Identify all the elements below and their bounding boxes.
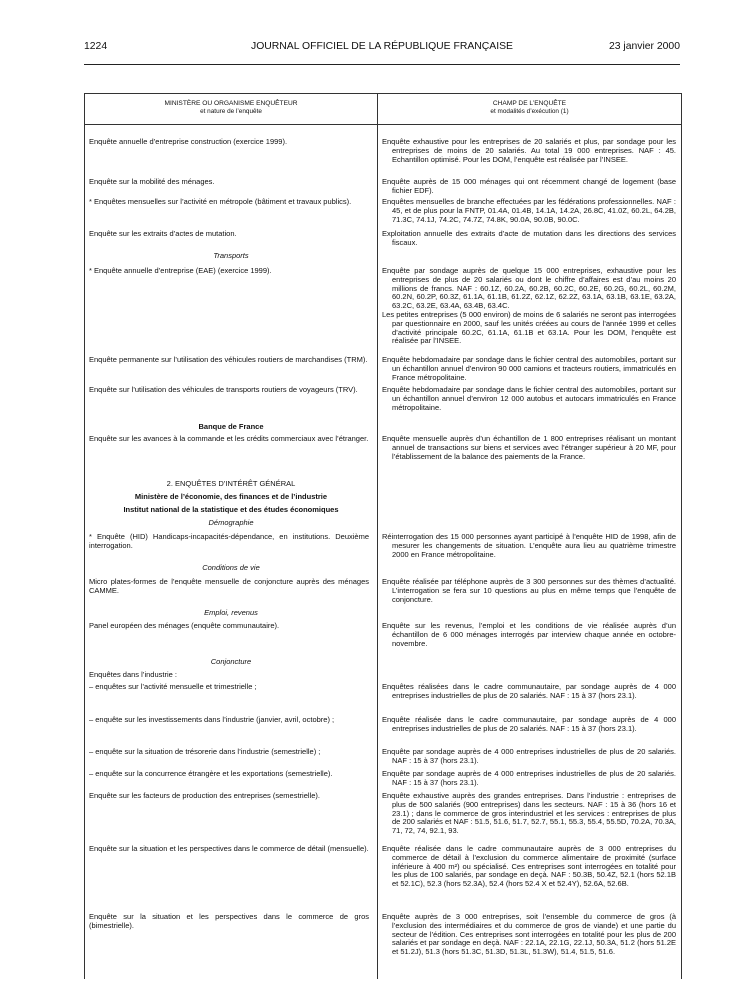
row-left: * Enquête (HID) Handicaps-incapacités-dépendance, en institutions. Deuxième interrogation. [89,532,369,550]
row-left: Enquête sur la situation et les perspectives dans le commerce de détail (mensuelle). [89,844,369,853]
row-right [382,356,676,382]
row-right [382,267,676,311]
row-right-text: Enquête sur les revenus, l’emploi et les conditions de vie réalisée auprès d’un échantillon de 6 000 ménages interrogés par interview chaque année en octobre-novembre. [382,621,676,648]
section-emploi-revenus: Emploi, revenus [204,608,258,617]
col2-header [378,100,681,117]
row-left: Micro plates-formes de l’enquête mensuelle de conjoncture auprès des ménages CAMME. [89,577,369,595]
row-left: Enquête permanente sur l’utilisation des véhicules routiers de marchandises (TRM). [89,355,368,364]
section-banque-de-france: Banque de France [198,422,264,431]
column-divider [377,94,378,979]
row-right [382,748,676,766]
row-right-text: Enquêtes mensuelles de branche effectuées par les fédérations professionnelles. NAF : 45, et de plus pour la FNTP, 01.4A, 01.4B, 14.1A, 14.2A, 26.8C, 41.0Z, 60.2L, 64.2B, 71.3C, 74.1J, 74.2C, 74.7Z, 74.8K, 90.0A, 90.0B, 90.0C. [382,197,676,224]
row-left: Enquête sur les extraits d’actes de mutation. [89,229,237,238]
row-right [382,138,676,164]
row-right [382,178,676,196]
row-right [382,578,676,604]
row-right-text: Enquêtes réalisées dans le cadre communautaire, par sondage auprès de 4 000 entreprises industrielles de plus de 20 salariés. NAF : 15 à 37 (hors 23.1). [382,682,676,700]
col1-title: MINISTÈRE OU ORGANISME ENQUÊTEUR [164,100,298,107]
row-right [382,792,676,836]
survey-table [84,93,682,979]
row-left: Enquêtes dans l’industrie : [89,670,177,679]
row-left: Panel européen des ménages (enquête communautaire). [89,621,280,630]
row-right [382,913,676,957]
section-conjoncture: Conjoncture [210,657,252,666]
row-left: – enquête sur la situation de trésorerie dans l’industrie (semestrielle) ; [89,747,321,756]
section-part-2: 2. ENQUÊTES D’INTÉRÊT GÉNÉRAL [166,479,296,488]
row-right-text: Enquête exhaustive pour les entreprises de 20 salariés et plus, par sondage pour les entreprises de moins de 20 salariés. Au total 19 000 entreprises. NAF : 45. Echantillon optimisé. Pour les DOM, l’enquête est réalisée par l’INSEE. [382,137,676,164]
page-number: 1224 [84,41,108,52]
row-left: – enquêtes sur l’activité mensuelle et trimestrielle ; [89,682,257,691]
row-right [382,533,676,559]
col2-subtitle: et modalités d’exécution (1) [490,108,569,116]
row-left: Enquête sur la situation et les perspectives dans le commerce de gros (bimestrielle). [89,912,369,930]
row-left: – enquête sur les investissements dans l’industrie (janvier, avril, octobre) ; [89,715,335,724]
row-right-text: Enquête par sondage auprès de 4 000 entreprises industrielles de plus de 20 salariés. NAF : 15 à 37 (hors 23.1). [382,747,676,765]
row-right-text: Enquête auprès de 3 000 entreprises, soit l’ensemble du commerce de gros (à l’exclusion des intermédiaires et du commerce de gros de viande) et une partie du secteur de l’édition. Ces entreprises sont interrogées en totalité pour les plus de 200 salariés et par sondage en deçà. NAF : 22.1A, 22.1G, 22.1J, 50.3A, 51.2 (hors 51.2E et 51.2J), 51.3 (hors 51.3C, 51.3D, 51.3L, 51.3W), 51.4, 51.5, 51.6. [382,912,676,957]
section-ministere: Ministère de l’économie, des finances et de l’industrie [134,492,328,501]
row-right-text: Enquête par sondage auprès de 4 000 entreprises industrielles de plus de 20 salariés. NAF : 15 à 37 (hors 23.1). [382,769,676,787]
row-left: Enquête annuelle d’entreprise construction (exercice 1999). [89,137,288,146]
row-right [382,386,676,412]
row-right [382,311,676,346]
row-right [382,683,676,701]
row-right-text: Exploitation annuelle des extraits d’acte de mutation dans les directions des services fiscaux. [382,229,676,247]
row-right-text: Enquête par sondage auprès de quelque 15 000 entreprises, exhaustive pour les entreprises de plus de 20 salariés ou dont le chiffre d’affaires est d’au moins 20 millions de francs. NAF : 60.1Z, 60.2A, 60.2B, 60.2C, 60.2E, 60.2G, 60.2L, 60.2M, 60.2N, 60.2P, 60.3Z, 61.1A, 61.1B, 61.2Z, 62.1Z, 62.2Z, 63.1A, 63.1B, 63.1E, 63.2A, 63.2C, 63.2E, 63.4A, 63.4B, 63.4C. [382,266,676,311]
row-left: Enquête sur les facteurs de production des entreprises (semestrielle). [89,791,320,800]
row-left: – enquête sur la concurrence étrangère et les exportations (semestrielle). [89,769,333,778]
row-left: Enquête sur l’utilisation des véhicules de transports routiers de voyageurs (TRV). [89,385,358,394]
section-demographie: Démographie [208,518,254,527]
row-right [382,845,676,889]
row-right-text: Enquête réalisée dans le cadre communautaire, par sondage auprès de 4 000 entreprises industrielles de plus de 20 salariés. NAF : 15 à 37 (hors 23.1). [382,715,676,733]
header-divider [85,124,681,125]
row-right-text: Les petites entreprises (5 000 environ) de moins de 6 salariés ne seront pas interrogées par questionnaire en 2000, sauf les unités créées au cours de l’année 1999 et celles d’activité principale 60.2C, 61.1A, 61.1B et 63.1A. Pour les DOM, l’enquête est réalisée par l’INSEE. [382,310,676,346]
row-right-text: Enquête mensuelle auprès d’un échantillon de 1 800 entreprises réalisant un montant annuel de transactions sur biens et services avec l’étranger supérieur à 20 MF, pour l’établissement de la balance des paiements de la France. [382,434,676,461]
section-insee: Institut national de la statistique et des études économiques [123,505,339,514]
row-right-text: Enquête réalisée dans le cadre communautaire auprès de 3 000 entreprises du commerce de détail à l’exclusion du commerce alimentaire de proximité (surface inférieure à 400 m²) ou spécialisé. Ces entreprises sont interrogées en totalité pour les plus de 100 salariés, par sondage en deçà. NAF : 50.3B, 50.4Z, 52.1 (hors 52.1B et 52.1C), 52.3 (hors 52.3A), 52.4 (hors 52.4 X et 52.4Y), 52.6A, 52.6B. [382,844,676,889]
row-left: Enquête sur la mobilité des ménages. [89,177,215,186]
row-left: * Enquêtes mensuelles sur l’activité en métropole (bâtiment et travaux publics). [89,197,352,206]
row-right-text: Réinterrogation des 15 000 personnes ayant participé à l’enquête HID de 1998, afin de mesurer les changements de situation. L’enquête aura lieu au quatrième trimestre 2000 en France métropolitaine. [382,532,676,559]
row-right [382,198,676,224]
row-right-text: Enquête exhaustive auprès des grandes entreprises. Dans l’industrie : entreprises de plus de 500 salariés (900 entreprises) dans les secteurs. NAF : 15 à 36 (hors 16 et 23.1) ; dans le commerce de gros interindustriel et les services : entreprises de plus de 200 salariés et NAF : 51.5, 51.6, 51.7, 52.7, 55.1, 55.3, 55.4, 55.5D, 70.2A, 70.3A, 71, 72, 74, 92.1, 93. [382,791,676,836]
col1-subtitle: et nature de l’enquête [200,108,262,116]
header-rule [84,64,680,65]
row-right-text: Enquête auprès de 15 000 ménages qui ont récemment changé de logement (base fichier EDF). [382,177,676,195]
publication-date: 23 janvier 2000 [608,41,680,52]
col2-title: CHAMP DE L’ENQUÊTE [492,100,567,107]
row-right [382,716,676,734]
row-right-text: Enquête hebdomadaire par sondage dans le fichier central des automobiles, portant sur un échantillon annuel d’environ 90 000 camions et tracteurs routiers, immatriculés en France métropolitaine. [382,355,676,382]
page-header [84,41,680,55]
row-right [382,622,676,648]
section-conditions-de-vie: Conditions de vie [202,563,260,572]
section-transports: Transports [213,251,249,260]
row-left: Enquête sur les avances à la commande et les crédits commerciaux avec l’étranger. [89,434,369,443]
row-right-text: Enquête réalisée par téléphone auprès de 3 300 personnes sur des thèmes d’actualité. L’interrogation se fera sur 10 questions au plus en même temps que l’enquête de conjoncture. [382,577,676,604]
row-right [382,770,676,788]
journal-title: JOURNAL OFFICIEL DE LA RÉPUBLIQUE FRANÇAISE [251,41,513,52]
row-right-text: Enquête hebdomadaire par sondage dans le fichier central des automobiles, portant sur un échantillon annuel d’environ 12 000 autobus et autocars immatriculés en France métropolitaine. [382,385,676,412]
row-right [382,435,676,461]
row-right [382,230,676,248]
row-left: * Enquête annuelle d’entreprise (EAE) (exercice 1999). [89,266,272,275]
col1-header [85,100,377,117]
